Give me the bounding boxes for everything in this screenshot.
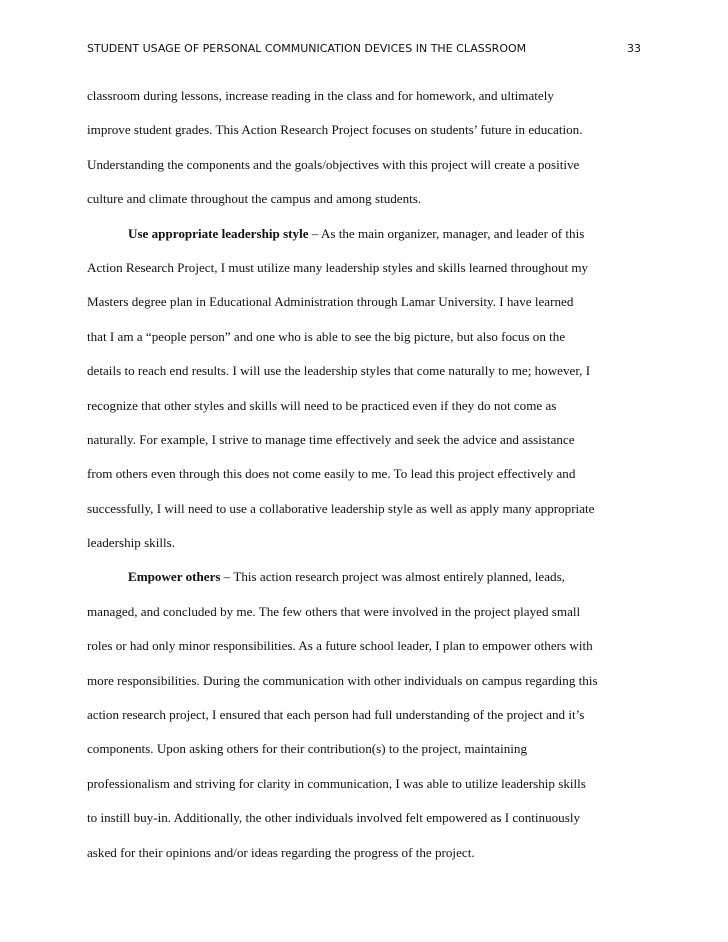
text-line: details to reach end results. I will use the leadership styles that come naturally to me; however, I bbox=[87, 363, 591, 379]
text-line: professionalism and striving for clarity in communication, I was able to utilize leadership skills bbox=[87, 775, 586, 791]
paragraph-continuation bbox=[87, 79, 647, 217]
text-line: leadership skills. bbox=[87, 535, 176, 551]
text-line: from others even through this does not come easily to me. To lead this project effectively and bbox=[87, 466, 576, 482]
text-line: action research project, I ensured that each person had full understanding of the project and it’s bbox=[87, 707, 585, 723]
paragraph-leadership-style bbox=[87, 217, 647, 561]
text-line: recognize that other styles and skills will need to be practiced even if they do not come as bbox=[87, 397, 557, 413]
text-line bbox=[87, 217, 647, 251]
running-head-title: STUDENT USAGE OF PERSONAL COMMUNICATION DEVICES IN THE CLASSROOM bbox=[87, 42, 527, 55]
paragraph-empower-others bbox=[87, 560, 647, 870]
text-line: naturally. For example, I strive to manage time effectively and seek the advice and assistance bbox=[87, 431, 575, 447]
text-line-rest: – This action research project was almost entirely planned, leads, bbox=[220, 569, 565, 585]
text-line: that I am a “people person” and one who is able to see the big picture, but also focus on the bbox=[87, 328, 566, 344]
text-line bbox=[87, 560, 647, 594]
text-line: roles or had only minor responsibilities. As a future school leader, I plan to empower others with bbox=[87, 638, 593, 654]
text-line: to instill buy-in. Additionally, the other individuals involved felt empowered as I continuously bbox=[87, 810, 581, 826]
text-line: Action Research Project, I must utilize many leadership styles and skills learned throughout my bbox=[87, 259, 589, 275]
text-line: components. Upon asking others for their contribution(s) to the project, maintaining bbox=[87, 741, 528, 757]
body-text bbox=[87, 79, 647, 870]
page-number: 33 bbox=[627, 42, 641, 55]
text-line: Understanding the components and the goals/objectives with this project will create a positive bbox=[87, 156, 580, 172]
paragraph-heading-empower-others: Empower others bbox=[128, 569, 221, 585]
text-line: culture and climate throughout the campus and among students. bbox=[87, 191, 422, 207]
text-line: improve student grades. This Action Research Project focuses on students’ future in education. bbox=[87, 122, 583, 138]
text-line: managed, and concluded by me. The few others that were involved in the project played small bbox=[87, 603, 581, 619]
text-line: more responsibilities. During the communication with other individuals on campus regarding this bbox=[87, 672, 598, 688]
running-head bbox=[87, 41, 641, 57]
text-line: successfully, I will need to use a collaborative leadership style as well as apply many appropriate bbox=[87, 500, 595, 516]
text-line-rest: – As the main organizer, manager, and leader of this bbox=[308, 225, 585, 241]
text-line: classroom during lessons, increase reading in the class and for homework, and ultimately bbox=[87, 88, 554, 103]
text-line: asked for their opinions and/or ideas regarding the progress of the project. bbox=[87, 844, 475, 860]
paragraph-heading-leadership-style: Use appropriate leadership style bbox=[128, 225, 309, 241]
text-line: Masters degree plan in Educational Administration through Lamar University. I have learned bbox=[87, 294, 574, 310]
